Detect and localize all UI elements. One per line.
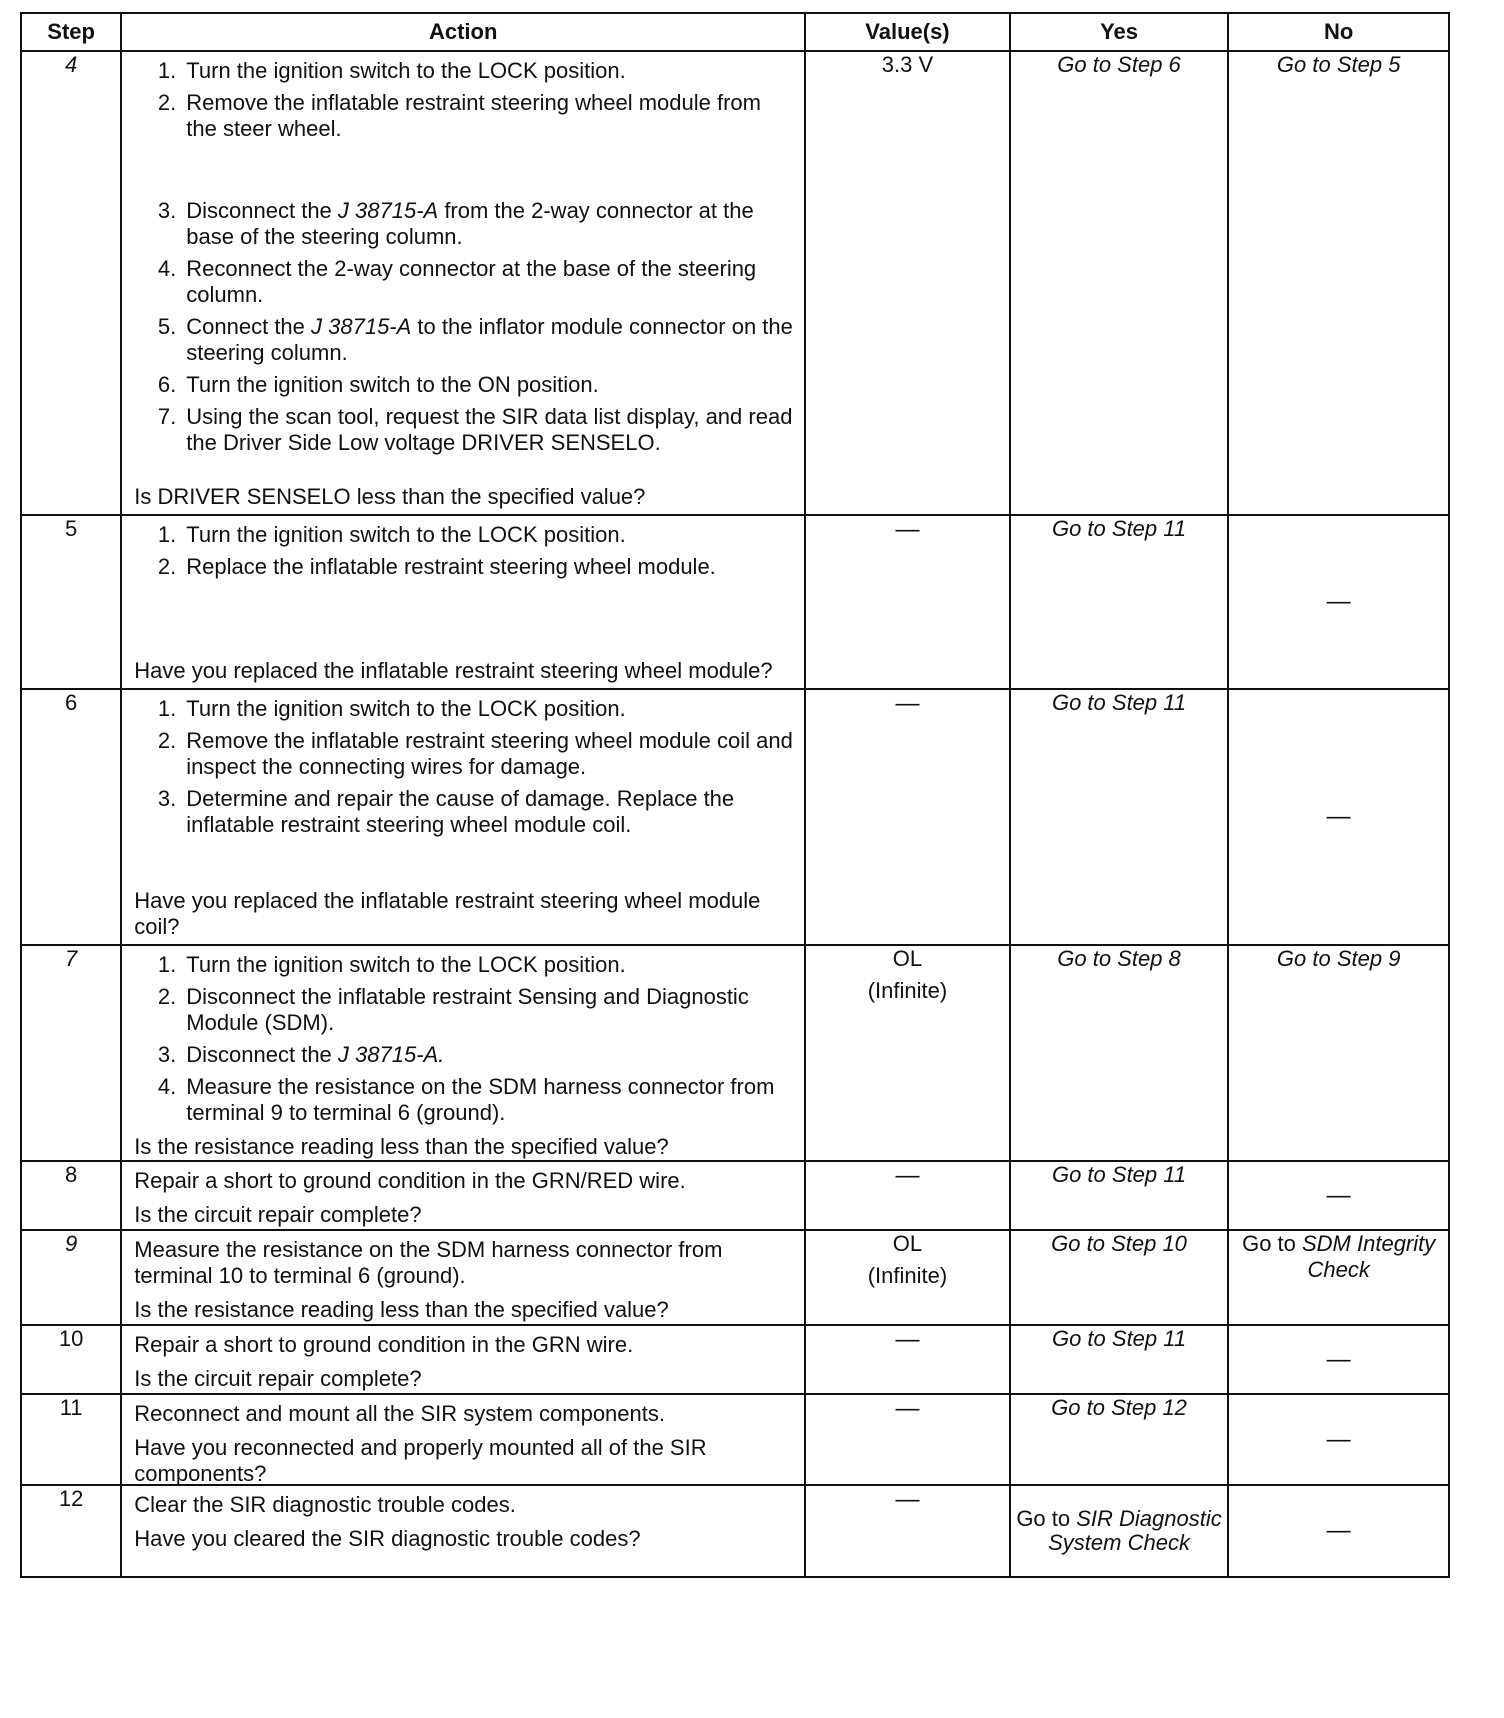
empty-value-dash: — xyxy=(895,516,920,543)
table-row-step-10 xyxy=(21,1325,1449,1394)
value-cell xyxy=(805,1394,1010,1485)
action-step: 1. Turn the ignition switch to the LOCK position. xyxy=(157,58,626,83)
action-step: 2. Disconnect the inflatable restraint Sensing and Diagnostic Module (SDM). xyxy=(157,984,749,1035)
yes-cell: Go to Step 8 xyxy=(1010,945,1229,1161)
action-steps xyxy=(134,696,794,844)
no-cell xyxy=(1228,1394,1449,1485)
empty-value-dash: — xyxy=(1326,1425,1351,1453)
action-step: 3. Determine and repair the cause of damage. Replace the inflatable restraint steering wheel module coil. xyxy=(157,786,735,837)
action-cell xyxy=(121,1161,805,1230)
value-line: (Infinite) xyxy=(867,978,948,1003)
value-line: (Infinite) xyxy=(867,1263,948,1288)
action-step: 2. Replace the inflatable restraint steering wheel module. xyxy=(157,554,716,579)
action-step: 7. Using the scan tool, request the SIR data list display, and read the Driver Side Low voltage DRIVER SENSELO. xyxy=(157,404,793,455)
action-step: 6. Turn the ignition switch to the ON position. xyxy=(157,372,599,397)
no-cell xyxy=(1228,689,1449,945)
action-step: 2. Remove the inflatable restraint steering wheel module from the steer wheel. xyxy=(157,90,761,141)
no-cell: Go to Step 5 xyxy=(1228,51,1449,515)
table-row-step-12 xyxy=(21,1485,1449,1577)
action-question: Have you reconnected and properly mounted all of the SIR components? xyxy=(134,1435,707,1486)
no-cell xyxy=(1228,1325,1449,1394)
action-line: Reconnect and mount all the SIR system components. xyxy=(134,1401,665,1426)
action-question: Have you replaced the inflatable restraint steering wheel module? xyxy=(134,658,773,683)
action-question: Is the resistance reading less than the specified value? xyxy=(134,1297,669,1322)
action-step: 1. Turn the ignition switch to the LOCK position. xyxy=(157,696,626,721)
tool-reference: J 38715-A xyxy=(311,314,412,339)
goto-text: Go to xyxy=(1016,1506,1077,1531)
yes-cell: Go to Step 11 xyxy=(1010,1161,1229,1230)
step-number: 6 xyxy=(21,689,121,945)
action-question: Is the circuit repair complete? xyxy=(134,1366,422,1391)
step-number: 10 xyxy=(21,1325,121,1394)
table-row-step-4 xyxy=(21,51,1449,515)
value-line: OL xyxy=(892,946,923,971)
action-question: Is DRIVER SENSELO less than the specified value? xyxy=(134,484,646,509)
action-cell xyxy=(121,1485,805,1577)
action-cell xyxy=(121,1325,805,1394)
action-question: Is the circuit repair complete? xyxy=(134,1202,422,1227)
no-cell xyxy=(1228,1485,1449,1577)
step-number: 12 xyxy=(21,1485,121,1577)
action-steps xyxy=(134,522,794,586)
table-row-step-5 xyxy=(21,515,1449,689)
yes-cell: Go to Step 6 xyxy=(1010,51,1229,515)
action-line: Clear the SIR diagnostic trouble codes. xyxy=(134,1492,516,1517)
action-cell xyxy=(121,945,805,1161)
value-cell xyxy=(805,1485,1010,1577)
action-step: 1. Turn the ignition switch to the LOCK position. xyxy=(157,522,626,547)
step-number: 7 xyxy=(21,945,121,1161)
action-step: 5. Connect the J 38715-A to the inflator module connector on the steering column. xyxy=(157,314,793,365)
action-step: 2. Remove the inflatable restraint steering wheel module coil and inspect the connecting wires for damage. xyxy=(157,728,793,779)
no-cell xyxy=(1228,1230,1449,1325)
value-cell xyxy=(805,1325,1010,1394)
no-cell xyxy=(1228,515,1449,689)
tool-reference: J 38715-A xyxy=(337,198,439,223)
step-number: 9 xyxy=(21,1230,121,1325)
empty-value-dash: — xyxy=(895,1395,920,1422)
empty-value-dash: — xyxy=(1326,1517,1351,1544)
empty-value-dash: — xyxy=(1326,1181,1351,1209)
empty-value-dash: — xyxy=(895,1326,920,1353)
step-number: 8 xyxy=(21,1161,121,1230)
table-row-step-11 xyxy=(21,1394,1449,1485)
header-no: No xyxy=(1228,13,1449,51)
yes-cell: Go to Step 12 xyxy=(1010,1394,1229,1485)
table-row-step-8 xyxy=(21,1161,1449,1230)
procedure-reference: SIR Diagnostic System Check xyxy=(1048,1506,1222,1555)
action-step: 4. Reconnect the 2-way connector at the base of the steering column. xyxy=(157,256,757,307)
procedure-reference: SDM Integrity Check xyxy=(1302,1231,1436,1282)
header-values: Value(s) xyxy=(805,13,1010,51)
action-line: Repair a short to ground condition in the GRN wire. xyxy=(134,1332,634,1357)
header-step: Step xyxy=(21,13,121,51)
yes-cell: Go to Step 11 xyxy=(1010,515,1229,689)
action-cell xyxy=(121,1230,805,1325)
yes-cell: Go to Step 11 xyxy=(1010,689,1229,945)
step-number: 5 xyxy=(21,515,121,689)
no-cell xyxy=(1228,1161,1449,1230)
table-row-step-7 xyxy=(21,945,1449,1161)
yes-cell: Go to Step 10 xyxy=(1010,1230,1229,1325)
empty-value-dash: — xyxy=(895,1486,920,1513)
header-action: Action xyxy=(121,13,805,51)
empty-value-dash: — xyxy=(1326,1345,1351,1373)
action-question: Have you replaced the inflatable restraint steering wheel module coil? xyxy=(134,888,761,939)
tool-reference: J 38715-A. xyxy=(337,1042,445,1067)
action-step: 3. Disconnect the J 38715-A. xyxy=(157,1042,445,1067)
goto-text: Go to xyxy=(1242,1231,1302,1256)
action-steps xyxy=(134,58,794,462)
action-cell xyxy=(121,515,805,689)
action-question: Have you cleared the SIR diagnostic trouble codes? xyxy=(134,1526,641,1551)
step-number: 4 xyxy=(21,51,121,515)
action-line: Repair a short to ground condition in the GRN/RED wire. xyxy=(134,1168,686,1193)
action-cell xyxy=(121,689,805,945)
action-step: 3. Disconnect the J 38715-A from the 2-way connector at the base of the steering column. xyxy=(157,198,754,249)
action-line: Measure the resistance on the SDM harness connector from terminal 10 to terminal 6 (ground). xyxy=(134,1237,723,1288)
empty-value-dash: — xyxy=(895,690,920,717)
empty-value-dash: — xyxy=(895,1162,920,1189)
table-row-step-9 xyxy=(21,1230,1449,1325)
table-row-step-6 xyxy=(21,689,1449,945)
action-question: Is the resistance reading less than the specified value? xyxy=(134,1134,669,1159)
value-cell xyxy=(805,945,1010,1161)
header-yes: Yes xyxy=(1010,13,1229,51)
diagnostic-table xyxy=(20,12,1450,1578)
header-row xyxy=(21,13,1449,51)
value-cell xyxy=(805,1230,1010,1325)
empty-value-dash: — xyxy=(1326,803,1351,830)
yes-cell xyxy=(1010,1485,1229,1577)
value-cell xyxy=(805,515,1010,689)
value-line: OL xyxy=(892,1231,923,1256)
value-cell xyxy=(805,689,1010,945)
empty-value-dash: — xyxy=(1326,588,1351,615)
action-cell xyxy=(121,1394,805,1485)
action-cell xyxy=(121,51,805,515)
diagnostic-table-page xyxy=(20,12,1450,1578)
step-number: 11 xyxy=(21,1394,121,1485)
no-cell: Go to Step 9 xyxy=(1228,945,1449,1161)
action-step: 4. Measure the resistance on the SDM harness connector from terminal 9 to terminal 6 (ground). xyxy=(157,1074,775,1125)
action-step: 1. Turn the ignition switch to the LOCK position. xyxy=(157,952,626,977)
action-steps xyxy=(134,952,794,1132)
yes-cell: Go to Step 11 xyxy=(1010,1325,1229,1394)
value-cell: 3.3 V xyxy=(805,51,1010,515)
value-cell xyxy=(805,1161,1010,1230)
